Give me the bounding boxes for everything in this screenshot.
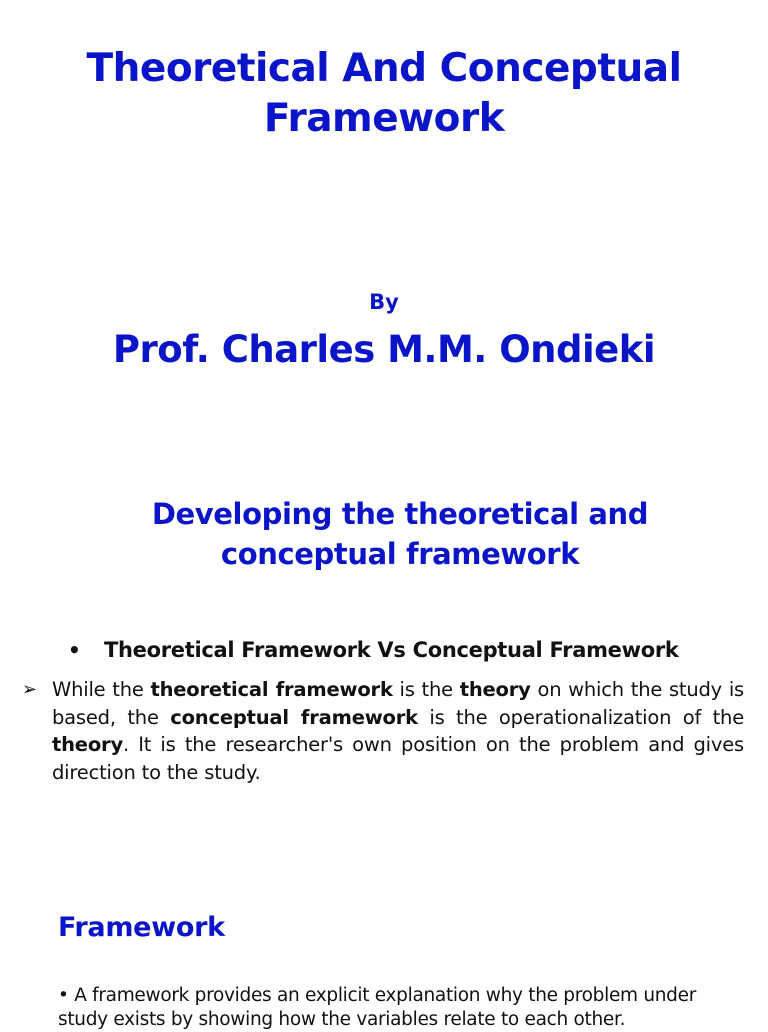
author-name: Prof. Charles M.M. Ondieki (112, 328, 656, 371)
comparison-bullet (68, 638, 679, 662)
title-line-2: Framework (263, 96, 505, 141)
definition-paragraph (52, 676, 744, 786)
title-line-1: Theoretical And Conceptual (86, 46, 682, 91)
framework-bullet-text: A framework provides an explicit explanation why the problem under study exists by showing how the variables relate to each other. (58, 985, 697, 1030)
subtitle-line-1: Developing the theoretical and (151, 497, 649, 531)
framework-bullet (58, 984, 748, 1032)
bullet-dot-icon: • (68, 638, 81, 662)
section-subtitle (30, 494, 768, 574)
definition-text: . It is the researcher's own position on the problem and gives direction to the study. (52, 733, 744, 784)
definition-text: is the operationalization of the (417, 705, 745, 729)
definition-item (22, 676, 744, 786)
framework-heading: Framework (58, 912, 225, 943)
definition-bold-term: theory (459, 678, 531, 701)
subtitle-line-2: conceptual framework (220, 537, 580, 571)
document-title (0, 44, 768, 144)
by-label: By (369, 290, 399, 314)
definition-text: While the (52, 678, 151, 701)
arrow-bullet-icon: ➢ (22, 679, 38, 700)
definition-bold-term: conceptual framework (170, 705, 418, 729)
definition-bold-term: theoretical framework (150, 678, 393, 701)
comparison-bullet-text: Theoretical Framework Vs Conceptual Framework (104, 638, 679, 662)
definition-text: is the (392, 678, 460, 701)
bullet-dot-icon: • (58, 985, 69, 1006)
definition-bold-term: theory (52, 733, 123, 756)
definition-text: on which the study is based, the (52, 678, 744, 729)
